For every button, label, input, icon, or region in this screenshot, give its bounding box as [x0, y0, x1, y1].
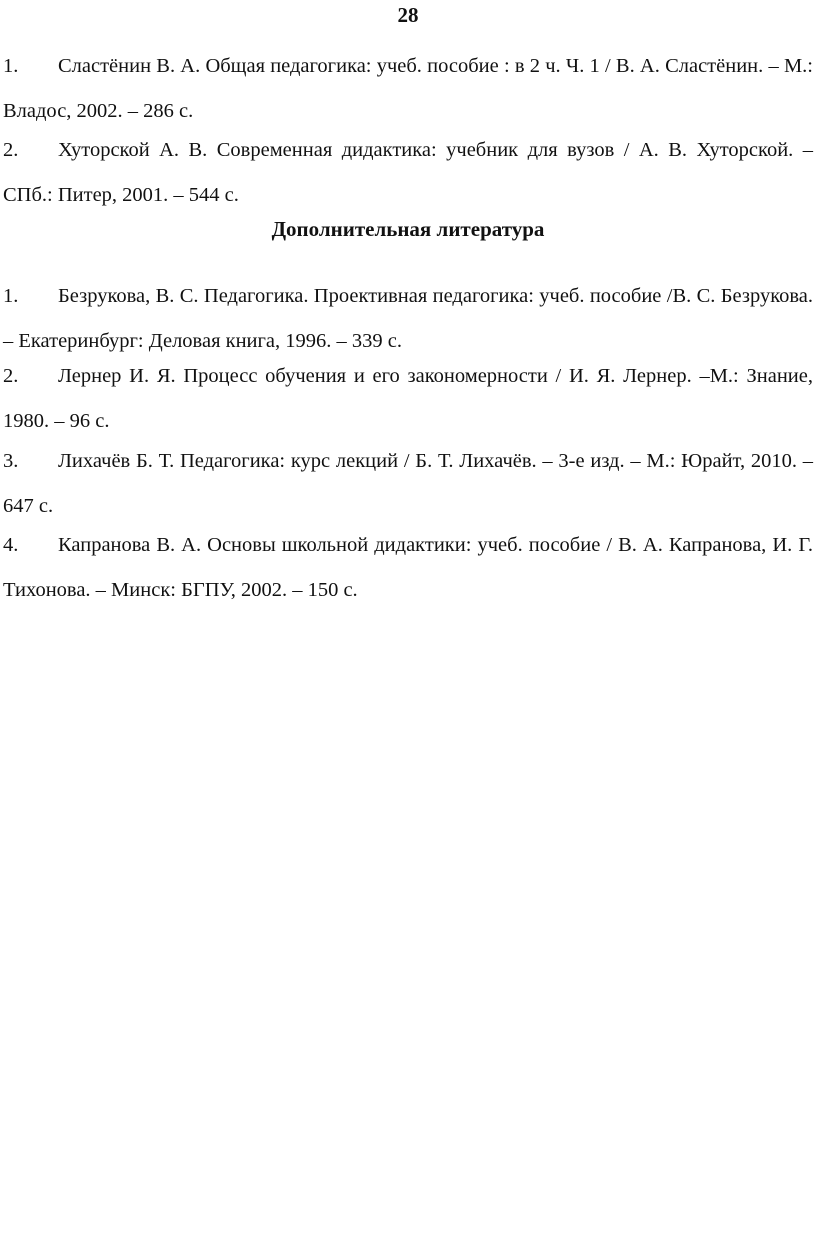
page-number: 28 — [397, 3, 419, 27]
additional-reference-item-1 — [3, 274, 813, 364]
additional-reference-item-2 — [3, 354, 813, 444]
reference-text: Сластёнин В. А. Общая педагогика: учеб. пособие : в 2 ч. Ч. 1 / В. А. Сластёнин. – М.: Владос, 2002. – 286 с. — [3, 55, 813, 122]
reference-number: 2. — [3, 365, 19, 387]
additional-reference-item-3 — [3, 439, 813, 529]
reference-item-2 — [3, 128, 813, 218]
reference-text: Капранова В. А. Основы школьной дидактики: учеб. пособие / В. А. Капранова, И. Г. Тихонова. – Минск: БГПУ, 2002. – 150 с. — [3, 534, 813, 601]
reference-text: Лернер И. Я. Процесс обучения и его закономерности / И. Я. Лернер. –М.: Знание, 1980. – 96 с. — [3, 365, 813, 432]
reference-number: 4. — [3, 534, 19, 556]
reference-text: Лихачёв Б. Т. Педагогика: курс лекций / Б. Т. Лихачёв. – 3-е изд. – М.: Юрайт, 2010. – 647 с. — [3, 450, 813, 517]
reference-number: 1. — [3, 285, 19, 307]
reference-text: Хуторской А. В. Современная дидактика: учебник для вузов / А. В. Хуторской. – СПб.: Питер, 2001. – 544 с. — [3, 139, 813, 206]
reference-item-1 — [3, 44, 813, 134]
reference-text: Безрукова, В. С. Педагогика. Проективная педагогика: учеб. пособие /В. С. Безрукова. – Екатеринбург: Деловая книга, 1996. – 339 с. — [3, 285, 813, 352]
reference-number: 2. — [3, 139, 19, 161]
reference-number: 1. — [3, 55, 19, 77]
additional-reference-item-4 — [3, 523, 813, 613]
section-heading: Дополнительная литература — [271, 217, 545, 241]
reference-number: 3. — [3, 450, 19, 472]
